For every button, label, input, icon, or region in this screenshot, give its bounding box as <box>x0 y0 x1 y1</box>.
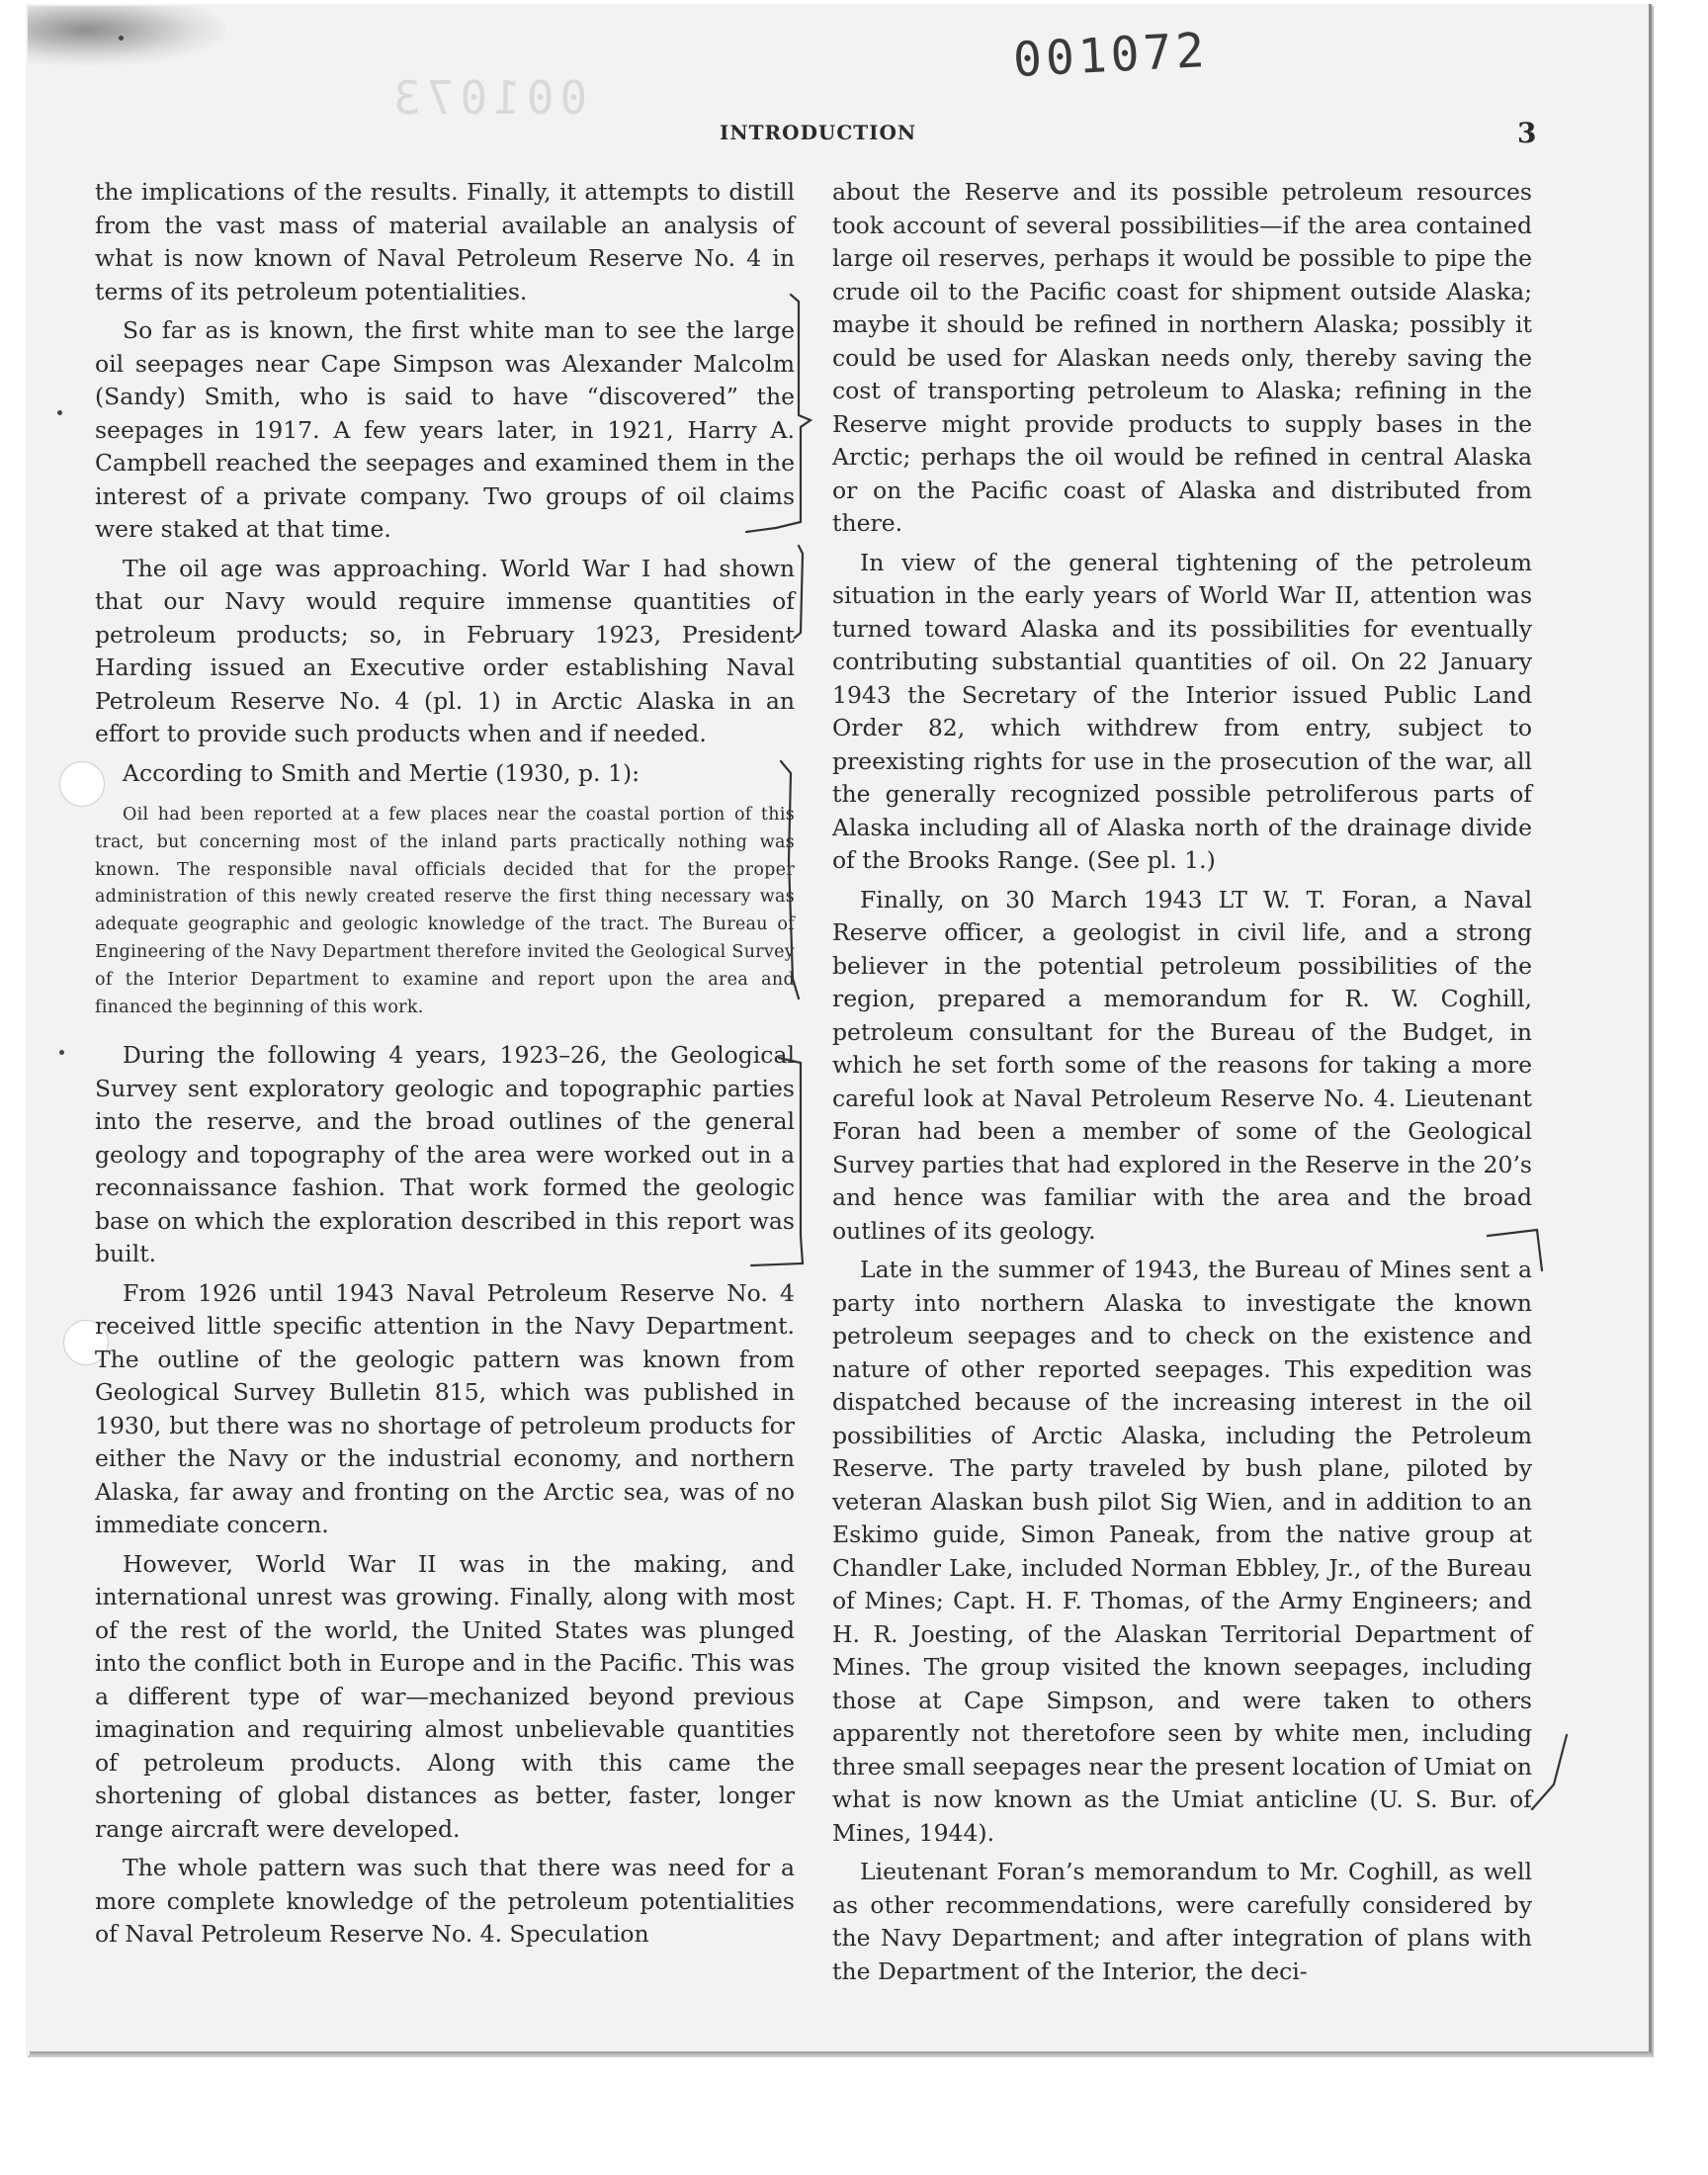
running-head: INTRODUCTION <box>720 121 917 144</box>
bracket-mark <box>746 295 811 532</box>
paragraph: The oil age was approaching. World War I had shown that our Navy would require immense quantities of petroleum products; so, in February 1923, President Harding issued an Executive order establishing Naval Petroleum Reserve No. 4 (pl. 1) in Arctic Alaska in an effort to provide such products when and if needed. <box>95 554 795 747</box>
block-quote: Oil had been reported at a few places near the coastal portion of this tract, but concerning most of the inland parts practically nothing was known. The responsible naval officials decided that for the proper administration of this newly created reserve the first thing necessary was adequate geographic and geologic knowledge of the tract. The Bureau of Engineering of the Navy Department therefore invited the Geological Survey of the Interior Department to examine and report upon the area and financed the beginning of this work. <box>95 805 795 1017</box>
handwritten-document-number: 001072 <box>1011 22 1210 89</box>
page-number: 3 <box>1517 117 1537 149</box>
bracket-mark <box>751 1058 803 1265</box>
bracket-mark <box>1488 1230 1542 1270</box>
paragraph: about the Reserve and its possible petroleum resources took account of several possibilities—if the area contained large oil reserves, perhaps it would be possible to pipe the crude oil to the Pacific coast for shipment outside Alaska; maybe it should be refined in northern Alaska; possibly it could be used for Alaskan needs only, thereby saving the cost of transporting petroleum to Alaska; refining in the Reserve might provide products to supply bases in the Arctic; perhaps the oil would be refined in central Alaska or on the Pacific coast of Alaska and distributed from there. <box>832 178 1532 537</box>
paragraph: However, World War II was in the making, and international unrest was growing. Finally, along with most of the rest of the world, the United States was plunged into the conflict both in Europe and in the Pacific. This was a different type of war—mechanized beyond previous imagination and requiring almost unbelievable quantities of petroleum products. Along with this came the shortening of global distances as better, faster, longer range aircraft were developed. <box>95 1549 795 1843</box>
paragraph: the implications of the results. Finally, it attempts to distill from the vast mass of material available an analysis of what is now known of Naval Petroleum Reserve No. 4 in terms of its petroleum potentialities. <box>95 178 795 305</box>
paragraph: The whole pattern was such that there was need for a more complete knowledge of the petroleum potentialities of Naval Petroleum Reserve No. 4. Speculation <box>95 1854 795 1949</box>
paragraph: From 1926 until 1943 Naval Petroleum Reserve No. 4 received little specific attention in the Navy Department. The outline of the geologic pattern was known from Geological Survey Bulletin 815, which was published in 1930, but there was no shortage of petroleum products for either the Navy or the industrial economy, and northern Alaska, far away and fronting on the Arctic sea, was of no immediate concern. <box>95 1278 795 1539</box>
bracket-mark <box>1532 1735 1567 1809</box>
paragraph: In view of the general tightening of the petroleum situation in the early years of World War II, attention was turned toward Alaska and its possibilities for eventually contributing substantial quantities of oil. On 22 January 1943 the Secretary of the Interior issued Public Land Order 82, which withdrew from entry, subject to preexisting rights for use in the prosecution of the war, all the generally recognized possible petroliferous parts of Alaska including all of Alaska north of the drainage divide of the Brooks Range. (See pl. 1.) <box>832 548 1532 874</box>
bracket-mark <box>781 761 799 999</box>
paragraph: So far as is known, the first white man to see the large oil seepages near Cape Simpson was Alexander Malcolm (Sandy) Smith, who is said to have “discovered” the seepages in 1917. A few years later, in 1921, Harry A. Campbell reached the seepages and examined them in the interest of a private company. Two groups of oil claims were staked at that time. <box>95 316 795 543</box>
paragraph: Finally, on 30 March 1943 LT W. T. Foran, a Naval Reserve officer, a geologist in civil life, and a strong believer in the potential petroleum possibilities of the region, prepared a memorandum for R. W. Coghill, petroleum consultant for the Bureau of the Budget, in which he set forth some of the reasons for taking a more careful look at Naval Petroleum Reserve No. 4. Lieutenant Foran had been a member of some of the Geological Survey parties that had explored in the Reserve in the 20’s and hence was familiar with the area and the broad outlines of its geology. <box>832 885 1532 1245</box>
paragraph: Lieutenant Foran’s memorandum to Mr. Coghill, as well as other recommendations, were carefully considered by the Navy Department; and after integration of plans with the Department of the Interior, the deci- <box>832 1858 1532 1985</box>
bleed-through-stamp: 001073 <box>387 71 588 125</box>
paragraph: During the following 4 years, 1923–26, the Geological Survey sent exploratory geologic and topographic parties into the reserve, and the broad outlines of the general geology and topography of the area were worked out in a reconnaissance fashion. That work formed the geologic base on which the exploration described in this report was built. <box>95 1041 795 1268</box>
bracket-mark <box>795 546 803 638</box>
paragraph: According to Smith and Mertie (1930, p. 1): <box>123 758 640 787</box>
paragraph: Late in the summer of 1943, the Bureau of Mines sent a party into northern Alaska to investigate the known petroleum seepages and to check on the existence and nature of other reported seepages. This expedition was dispatched because of the increasing interest in the oil possibilities of Arctic Alaska, including the Petroleum Reserve. The party traveled by bush plane, piloted by veteran Alaskan bush pilot Sig Wien, and in addition to an Eskimo guide, Simon Paneak, from the native group at Chandler Lake, included Norman Ebbley, Jr., of the Bureau of Mines; Capt. H. F. Thomas, of the Army Engineers; and H. R. Joesting, of the Alaskan Territorial Department of Mines. The group visited the known seepages, including those at Cape Simpson, and were taken to others apparently not theretofore seen by white men, including three small seepages near the present location of Umiat on what is now known as the Umiat anticline (U. S. Bur. of Mines, 1944). <box>832 1256 1532 1847</box>
